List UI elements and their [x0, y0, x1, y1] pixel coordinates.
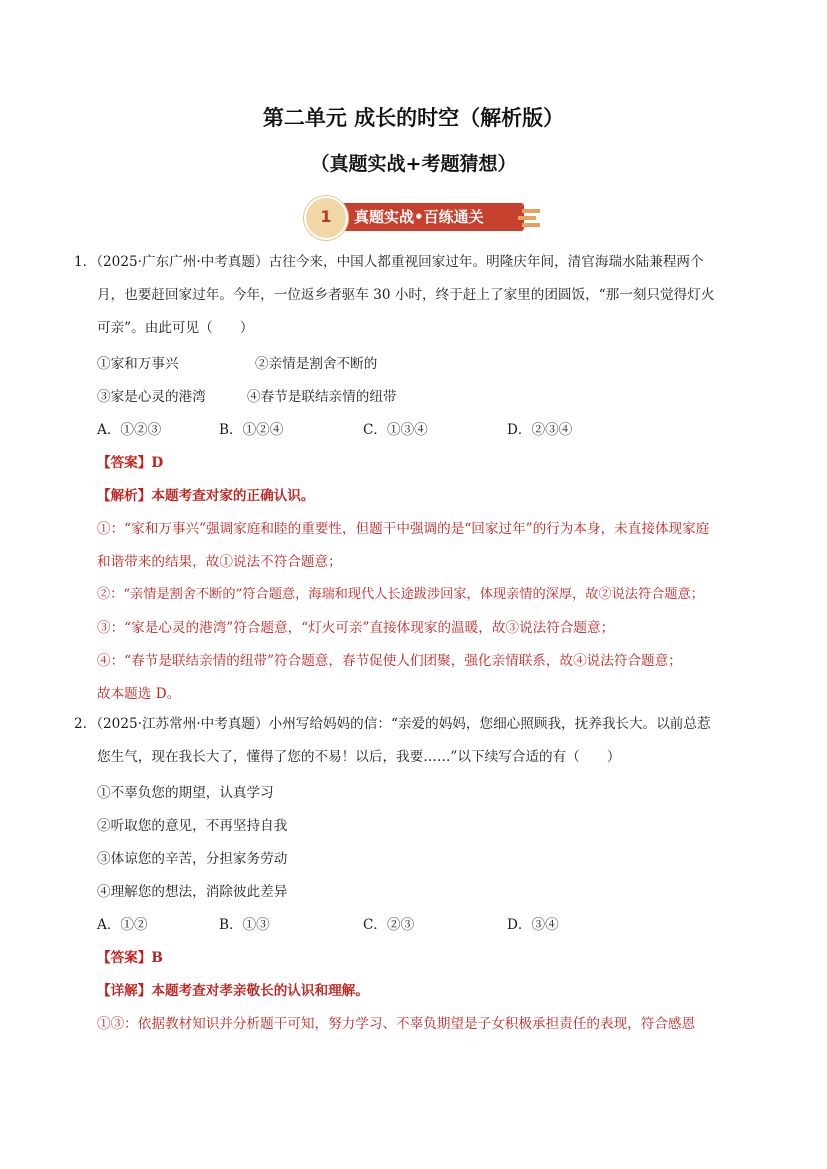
q1-explanation-4: ④：“春节是联结亲情的纽带”符合题意，春节促使人们团聚，强化亲情联系，故④说法符合题意；	[97, 653, 682, 669]
q1-stem-line2: 月，也要赶回家过年。今年，一位返乡者驱车 30 小时，终于赶上了家里的团圆饭，“那一刻只觉得灯火	[97, 287, 715, 303]
q1-item-1: ①家和万事兴	[97, 356, 179, 372]
q1-conclusion: 故本题选 D。	[97, 686, 181, 702]
q2-option-a: A．①②	[97, 917, 148, 933]
q1-explanation-3: ③：“家是心灵的港湾”符合题意，“灯火可亲”直接体现家的温暖，故③说法符合题意；	[97, 620, 615, 636]
q1-option-b: B．①②④	[219, 422, 284, 438]
q1-stem-line1: 1．（2025·广东广州·中考真题）古往今来，中国人都重视回家过年。明隆庆年间，清官海瑞水陆兼程两个	[74, 254, 704, 270]
q2-explanation-1: ①③：依据教材知识并分析题干可知，努力学习、不辜负期望是子女积极承担责任的表现，符合感恩	[97, 1016, 696, 1032]
q2-detail: 【详解】本题考查对孝亲敬长的认识和理解。	[97, 983, 369, 999]
q1-item-2: ②亲情是割舍不断的	[255, 356, 378, 372]
q1-item-3: ③家是心灵的港湾	[97, 389, 206, 405]
page-subtitle: （真题实战+考题猜想）	[310, 153, 517, 175]
q2-stem-line1: 2．（2025·江苏常州·中考真题）小州写给妈妈的信：“亲爱的妈妈，您细心照顾我，抚养我长大。以前总惹	[74, 716, 711, 732]
q1-item-4: ④春节是联结亲情的纽带	[247, 389, 397, 405]
q2-option-d: D．③④	[507, 917, 559, 933]
banner-stripe	[522, 223, 540, 227]
q2-option-b: B．①③	[219, 917, 270, 933]
q1-option-d: D．②③④	[507, 422, 573, 438]
q1-option-c: C．①③④	[363, 422, 428, 438]
q1-option-a: A．①②③	[97, 422, 162, 438]
banner-stripe	[522, 209, 540, 213]
banner-stripe	[518, 216, 536, 220]
page-title: 第二单元 成长的时空（解析版）	[262, 106, 565, 130]
q1-explanation-1a: ①：“家和万事兴”强调家庭和睦的重要性，但题干中强调的是“回家过年”的行为本身，未直接体现家庭	[97, 521, 710, 537]
q1-explanation-1b: 和谐带来的结果，故①说法不符合题意；	[97, 554, 342, 570]
banner-number: 1	[320, 207, 332, 226]
q2-stem-line2: 您生气，现在我长大了，懂得了您的不易！以后，我要……”以下续写合适的有（ ）	[97, 749, 621, 765]
q2-item-1: ①不辜负您的期望，认真学习	[97, 785, 274, 801]
q1-answer: 【答案】D	[97, 455, 164, 471]
q2-option-c: C．②③	[363, 917, 415, 933]
q1-stem-line3: 可亲”。由此可见（ ）	[97, 320, 254, 336]
q2-item-2: ②听取您的意见，不再坚持自我	[97, 818, 288, 834]
banner-label: 真题实战•百练通关	[354, 208, 484, 226]
q1-explanation-2: ②：“亲情是割舍不断的”符合题意，海瑞和现代人长途跋涉回家，体现亲情的深厚，故②说法符合题意；	[97, 587, 704, 602]
section-banner	[304, 196, 540, 238]
q2-answer: 【答案】B	[97, 950, 163, 966]
q2-item-4: ④理解您的想法，消除彼此差异	[97, 884, 288, 900]
q1-analysis: 【解析】本题考查对家的正确认识。	[97, 488, 315, 504]
q2-item-3: ③体谅您的辛苦，分担家务劳动	[97, 851, 288, 867]
